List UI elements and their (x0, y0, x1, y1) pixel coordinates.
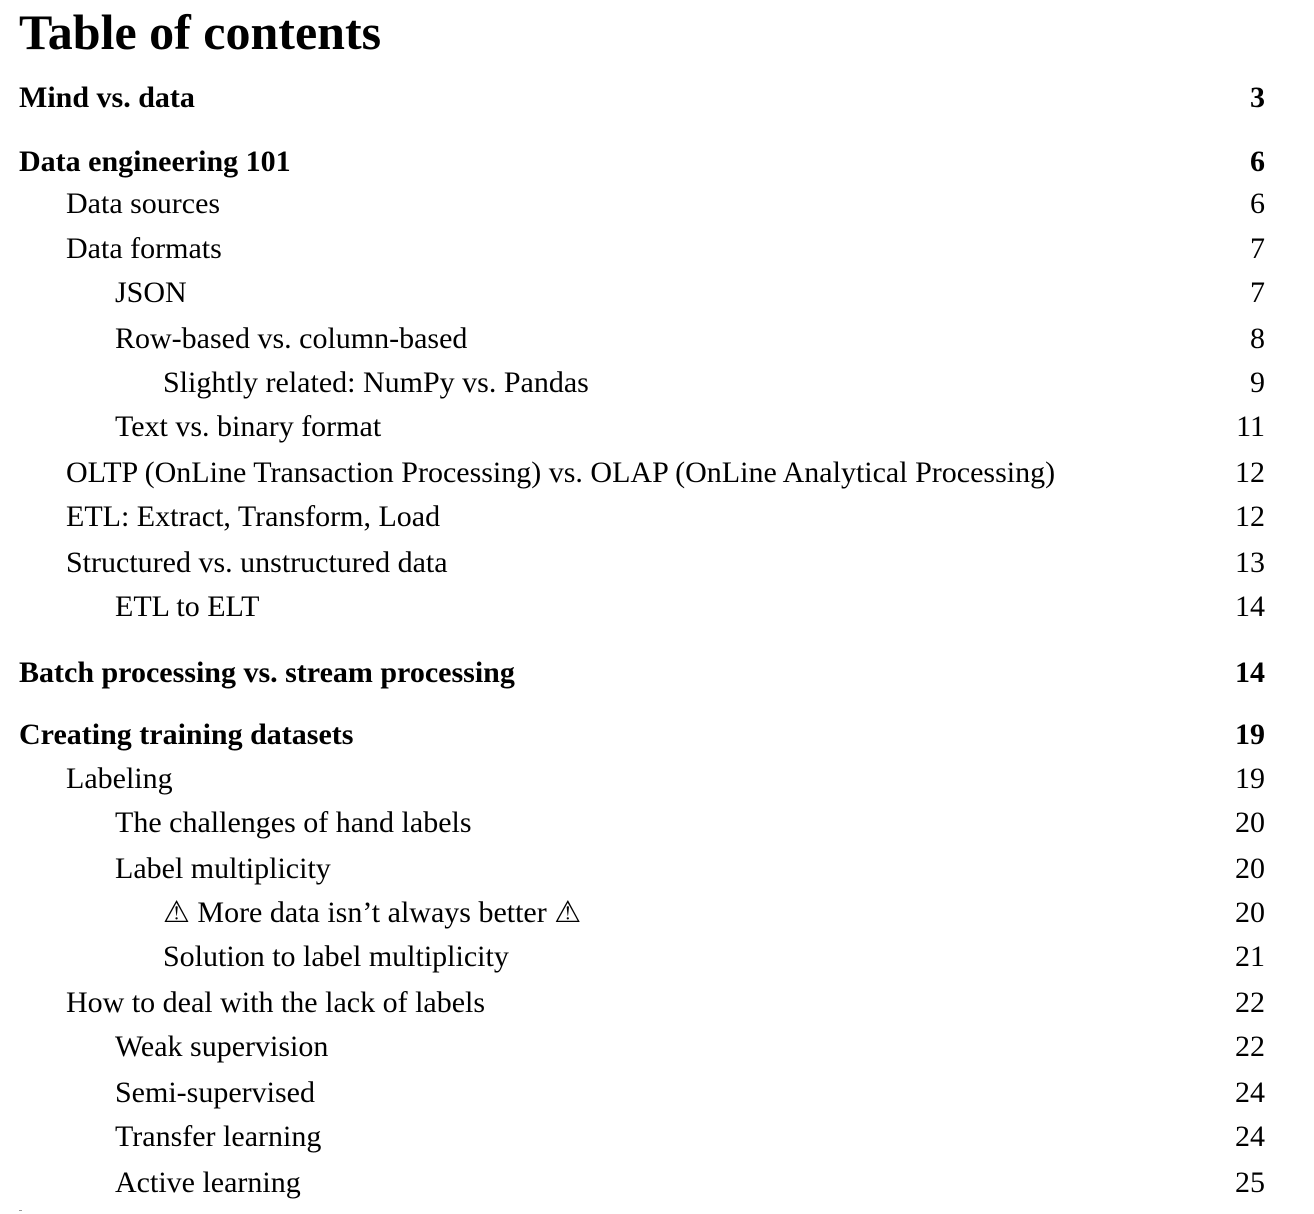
toc-entry-page-number: 20 (1235, 852, 1265, 885)
toc-entry-page-number: 6 (1250, 145, 1265, 178)
toc-entry-page-number: 11 (1236, 410, 1265, 443)
toc-entry-title: Structured vs. unstructured data (66, 546, 448, 579)
toc-entry-title: How to deal with the lack of labels (66, 986, 486, 1019)
toc-entry[interactable] (0, 715, 1314, 755)
toc-entry-page-number: 20 (1235, 896, 1265, 929)
toc-entry-title: Data formats (66, 232, 222, 265)
toc-entry-page-number: 25 (1235, 1166, 1265, 1199)
toc-entry-page-number: 20 (1235, 806, 1265, 839)
toc-entry-title: Data sources (66, 187, 221, 220)
toc-entry-title: Data engineering 101 (19, 145, 291, 178)
toc-entry[interactable] (0, 893, 1314, 933)
toc-entry-title: Batch processing vs. stream processing (19, 656, 515, 689)
toc-entry-title: ETL: Extract, Transform, Load (66, 500, 441, 533)
toc-entry-page-number: 9 (1250, 366, 1265, 399)
toc-entry-title: ETL to ELT (115, 590, 260, 623)
toc-entry[interactable] (0, 184, 1314, 224)
toc-entry-page-number: 19 (1235, 718, 1265, 751)
toc-entry-page-number: 8 (1250, 322, 1265, 355)
toc-entry[interactable] (0, 78, 1314, 118)
toc-entry[interactable] (0, 983, 1314, 1023)
toc-entry-page-number: 24 (1235, 1120, 1265, 1153)
toc-entry-page-number: 12 (1235, 456, 1265, 489)
toc-entry[interactable] (0, 142, 1314, 182)
page-title: Table of contents (19, 4, 382, 60)
toc-entry[interactable] (0, 587, 1314, 627)
toc-entry[interactable] (0, 497, 1314, 537)
toc-entry[interactable] (0, 1117, 1314, 1157)
toc-entry-page-number: 12 (1235, 500, 1265, 533)
toc-entry-page-number: 6 (1250, 187, 1265, 220)
toc-entry[interactable] (0, 849, 1314, 889)
toc-entry-title: Creating training datasets (19, 718, 354, 751)
toc-entry-title: The challenges of hand labels (115, 806, 472, 839)
toc-entry[interactable] (0, 319, 1314, 359)
toc-entry[interactable] (0, 1163, 1314, 1203)
toc-entry-page-number: 24 (1235, 1076, 1265, 1109)
toc-entry-page-number: 22 (1235, 986, 1265, 1019)
toc-entry-page-number: 21 (1235, 940, 1265, 973)
toc-entry[interactable] (0, 407, 1314, 447)
toc-entry-title: Row-based vs. column-based (115, 322, 468, 355)
toc-entry-title: OLTP (OnLine Transaction Processing) vs. OLAP (OnLine Analytical Processing) (66, 456, 1056, 489)
toc-entry-title: Active learning (115, 1166, 301, 1199)
toc-entry[interactable] (0, 363, 1314, 403)
toc-entry[interactable] (0, 1027, 1314, 1067)
toc-entry-title: Mind vs. data (19, 81, 195, 114)
toc-entry[interactable] (0, 759, 1314, 799)
toc-entry-page-number: 14 (1235, 590, 1265, 623)
toc-entry-title: Slightly related: NumPy vs. Pandas (163, 366, 589, 399)
toc-entry-page-number: 19 (1235, 762, 1265, 795)
toc-entry-title: Semi-supervised (115, 1076, 315, 1109)
toc-entry-page-number: 14 (1235, 656, 1265, 689)
toc-entry-page-number: 13 (1235, 546, 1265, 579)
toc-entry-page-number: 7 (1250, 232, 1265, 265)
toc-entry-title: ⚠ More data isn’t always better ⚠ (163, 896, 582, 929)
toc-entry[interactable] (0, 273, 1314, 313)
toc-entry-title: Transfer learning (115, 1120, 322, 1153)
page-corner-mark (19, 1210, 22, 1211)
toc-entry[interactable] (0, 229, 1314, 269)
toc-entry[interactable] (0, 937, 1314, 977)
toc-entry-page-number: 22 (1235, 1030, 1265, 1063)
toc-entry[interactable] (0, 803, 1314, 843)
toc-entry[interactable] (0, 543, 1314, 583)
toc-entry[interactable] (0, 653, 1314, 693)
toc-entry-title: Solution to label multiplicity (163, 940, 509, 973)
toc-entry-title: JSON (115, 276, 187, 309)
toc-entry-page-number: 3 (1250, 81, 1265, 114)
toc-entry-page-number: 7 (1250, 276, 1265, 309)
toc-entry-title: Labeling (66, 762, 173, 795)
toc-entry-title: Label multiplicity (115, 852, 331, 885)
toc-entry[interactable] (0, 453, 1314, 493)
toc-entry-title: Weak supervision (115, 1030, 329, 1063)
toc-entry-title: Text vs. binary format (115, 410, 382, 443)
toc-entry[interactable] (0, 1073, 1314, 1113)
